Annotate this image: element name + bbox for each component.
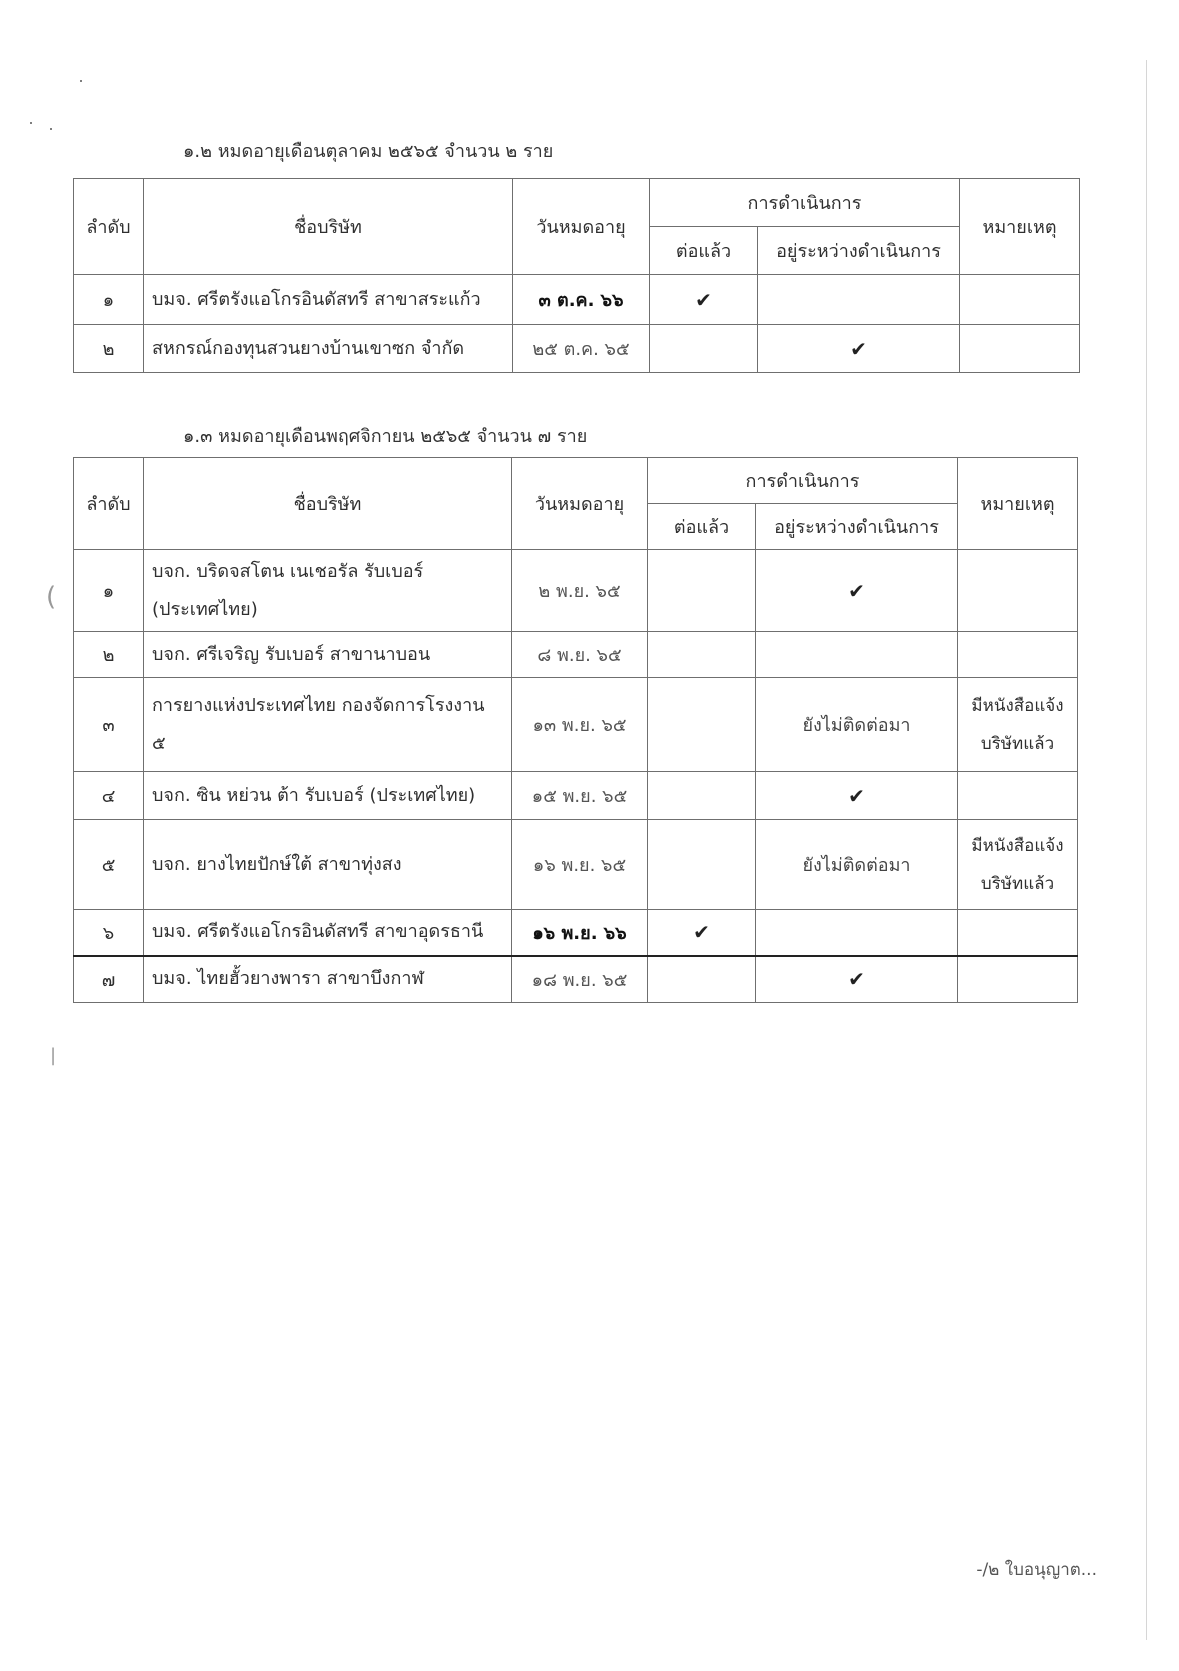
header-renewed: ต่อแล้ว	[650, 227, 758, 275]
header-renewed: ต่อแล้ว	[648, 504, 756, 550]
section-heading-november: ๑.๓ หมดอายุเดือนพฤศจิกายน ๒๕๖๕ จำนวน ๗ ราย	[183, 426, 588, 447]
in-progress-cell	[758, 275, 960, 325]
page-continuation: -/๒ ใบอนุญาต...	[976, 1560, 1097, 1580]
row-number: ๒	[74, 632, 144, 678]
table-row	[74, 678, 1078, 772]
company-name: บจก. ศรีเจริญ รับเบอร์ สาขานาบอน	[144, 632, 512, 678]
table-row	[74, 820, 1078, 910]
expiry-date: ๓ ต.ค. ๖๖	[513, 275, 650, 325]
scan-edge	[1146, 60, 1147, 1640]
table-row	[74, 910, 1078, 956]
remark-cell	[958, 550, 1078, 632]
check-icon: ✔	[756, 772, 958, 820]
remark-cell	[958, 956, 1078, 1003]
row-number: ๕	[74, 820, 144, 910]
header-company: ชื่อบริษัท	[144, 458, 512, 550]
remark-cell	[960, 275, 1080, 325]
check-icon: ✔	[758, 325, 960, 373]
expiry-date: ๑๕ พ.ย. ๖๕	[512, 772, 648, 820]
remark-cell	[960, 325, 1080, 373]
row-number: ๖	[74, 910, 144, 956]
header-in-progress: อยู่ระหว่างดำเนินการ	[756, 504, 958, 550]
expiry-table-november	[73, 457, 1078, 1003]
remark-cell	[958, 632, 1078, 678]
table-row	[74, 325, 1080, 373]
in-progress-cell	[756, 632, 958, 678]
check-icon: ✔	[648, 910, 756, 956]
renewed-cell	[648, 678, 756, 772]
renewed-cell	[648, 956, 756, 1003]
status-not-contacted: ยังไม่ติดต่อมา	[756, 678, 958, 772]
in-progress-cell	[756, 910, 958, 956]
expiry-date: ๑๘ พ.ย. ๖๕	[512, 956, 648, 1003]
header-expiry: วันหมดอายุ	[512, 458, 648, 550]
section-heading-october: ๑.๒ หมดอายุเดือนตุลาคม ๒๕๖๕ จำนวน ๒ ราย	[183, 141, 554, 162]
row-number: ๑	[74, 275, 144, 325]
scan-mark: |	[50, 1045, 57, 1066]
company-name: บมจ. ศรีตรังแอโกรอินดัสทรี สาขาอุดรธานี	[144, 910, 512, 956]
row-number: ๔	[74, 772, 144, 820]
header-in-progress: อยู่ระหว่างดำเนินการ	[758, 227, 960, 275]
expiry-date: ๒ พ.ย. ๖๕	[512, 550, 648, 632]
remark-cell: มีหนังสือแจ้งบริษัทแล้ว	[958, 678, 1078, 772]
expiry-date: ๑๓ พ.ย. ๖๕	[512, 678, 648, 772]
expiry-date: ๒๕ ต.ค. ๖๕	[513, 325, 650, 373]
company-name: การยางแห่งประเทศไทย กองจัดการโรงงาน ๕	[144, 678, 512, 772]
check-icon: ✔	[650, 275, 758, 325]
expiry-table-october	[73, 178, 1080, 373]
scan-mark: (	[46, 582, 57, 612]
header-action: การดำเนินการ	[648, 458, 958, 504]
company-name: บจก. ยางไทยปักษ์ใต้ สาขาทุ่งสง	[144, 820, 512, 910]
company-name: บมจ. ศรีตรังแอโกรอินดัสทรี สาขาสระแก้ว	[144, 275, 513, 325]
remark-cell	[958, 772, 1078, 820]
company-name: บจก. ซิน หย่วน ต้า รับเบอร์ (ประเทศไทย)	[144, 772, 512, 820]
table-row	[74, 275, 1080, 325]
renewed-cell	[648, 550, 756, 632]
company-name: บจก. บริดจสโตน เนเชอรัล รับเบอร์ (ประเทศไทย)	[144, 550, 512, 632]
header-expiry: วันหมดอายุ	[513, 179, 650, 275]
table-row	[74, 550, 1078, 632]
header-order: ลำดับ	[74, 179, 144, 275]
row-number: ๗	[74, 956, 144, 1003]
row-number: ๓	[74, 678, 144, 772]
remark-cell: มีหนังสือแจ้งบริษัทแล้ว	[958, 820, 1078, 910]
table-row	[74, 956, 1078, 1003]
table-row	[74, 772, 1078, 820]
scan-speck	[30, 122, 32, 124]
remark-cell	[958, 910, 1078, 956]
expiry-date: ๘ พ.ย. ๖๕	[512, 632, 648, 678]
renewed-cell	[648, 772, 756, 820]
scan-speck	[50, 128, 52, 130]
renewed-cell	[650, 325, 758, 373]
header-order: ลำดับ	[74, 458, 144, 550]
scan-speck	[80, 80, 82, 82]
header-action: การดำเนินการ	[650, 179, 960, 227]
row-number: ๒	[74, 325, 144, 373]
check-icon: ✔	[756, 550, 958, 632]
header-remark: หมายเหตุ	[958, 458, 1078, 550]
renewed-cell	[648, 632, 756, 678]
check-icon: ✔	[756, 956, 958, 1003]
expiry-date: ๑๖ พ.ย. ๖๖	[512, 910, 648, 956]
status-not-contacted: ยังไม่ติดต่อมา	[756, 820, 958, 910]
company-name: บมจ. ไทยฮั้วยางพารา สาขาบึงกาฬ	[144, 956, 512, 1003]
expiry-date: ๑๖ พ.ย. ๖๕	[512, 820, 648, 910]
row-number: ๑	[74, 550, 144, 632]
header-company: ชื่อบริษัท	[144, 179, 513, 275]
header-remark: หมายเหตุ	[960, 179, 1080, 275]
company-name: สหกรณ์กองทุนสวนยางบ้านเขาซก จำกัด	[144, 325, 513, 373]
table-row	[74, 632, 1078, 678]
renewed-cell	[648, 820, 756, 910]
